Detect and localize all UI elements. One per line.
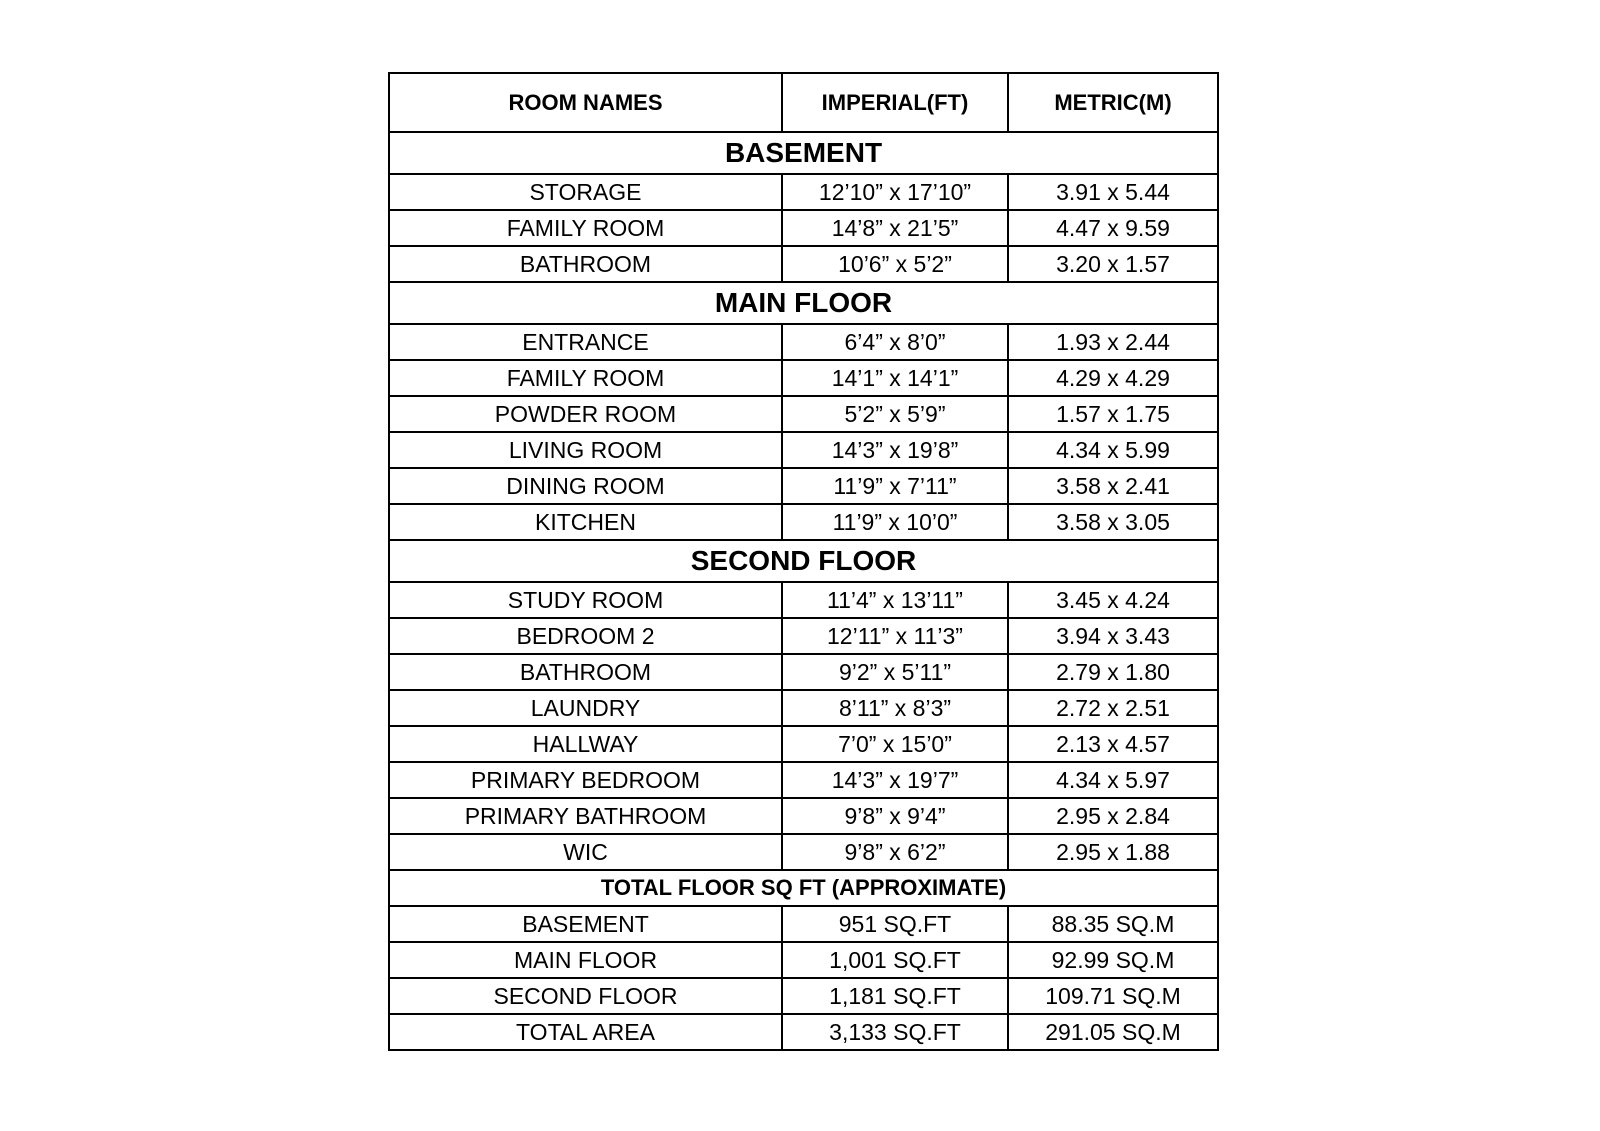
- imperial-value: 9’8” x 9’4”: [782, 798, 1008, 834]
- metric-value: 3.91 x 5.44: [1008, 174, 1218, 210]
- room-name: HALLWAY: [389, 726, 782, 762]
- imperial-value: 7’0” x 15’0”: [782, 726, 1008, 762]
- section-row-main-floor: [389, 282, 1218, 324]
- table-row: [389, 582, 1218, 618]
- room-name: BATHROOM: [389, 654, 782, 690]
- room-name: FAMILY ROOM: [389, 210, 782, 246]
- room-name: WIC: [389, 834, 782, 870]
- metric-value: 4.29 x 4.29: [1008, 360, 1218, 396]
- room-name: BATHROOM: [389, 246, 782, 282]
- room-name: STORAGE: [389, 174, 782, 210]
- table-row: [389, 834, 1218, 870]
- total-row: [389, 906, 1218, 942]
- section-title: MAIN FLOOR: [389, 282, 1218, 324]
- imperial-value: 8’11” x 8’3”: [782, 690, 1008, 726]
- imperial-area: 1,001 SQ.FT: [782, 942, 1008, 978]
- section-row-second-floor: [389, 540, 1218, 582]
- header-metric: METRIC(M): [1008, 73, 1218, 132]
- totals-header-row: [389, 870, 1218, 906]
- metric-value: 4.47 x 9.59: [1008, 210, 1218, 246]
- table-row: [389, 654, 1218, 690]
- metric-value: 3.20 x 1.57: [1008, 246, 1218, 282]
- section-title: BASEMENT: [389, 132, 1218, 174]
- imperial-value: 10’6” x 5’2”: [782, 246, 1008, 282]
- table-row: [389, 762, 1218, 798]
- totals-title: TOTAL FLOOR SQ FT (APPROXIMATE): [389, 870, 1218, 906]
- metric-value: 2.72 x 2.51: [1008, 690, 1218, 726]
- metric-value: 4.34 x 5.99: [1008, 432, 1218, 468]
- imperial-value: 9’8” x 6’2”: [782, 834, 1008, 870]
- room-name: BEDROOM 2: [389, 618, 782, 654]
- metric-value: 1.93 x 2.44: [1008, 324, 1218, 360]
- room-name: POWDER ROOM: [389, 396, 782, 432]
- table-row: [389, 726, 1218, 762]
- metric-value: 2.79 x 1.80: [1008, 654, 1218, 690]
- metric-value: 1.57 x 1.75: [1008, 396, 1218, 432]
- metric-area: 109.71 SQ.M: [1008, 978, 1218, 1014]
- floor-name: TOTAL AREA: [389, 1014, 782, 1050]
- table-row: [389, 432, 1218, 468]
- table-row: [389, 468, 1218, 504]
- section-row-basement: [389, 132, 1218, 174]
- imperial-area: 3,133 SQ.FT: [782, 1014, 1008, 1050]
- room-name: ENTRANCE: [389, 324, 782, 360]
- header-row: [389, 73, 1218, 132]
- floor-name: MAIN FLOOR: [389, 942, 782, 978]
- imperial-value: 14’3” x 19’7”: [782, 762, 1008, 798]
- table-row: [389, 396, 1218, 432]
- imperial-value: 14’8” x 21’5”: [782, 210, 1008, 246]
- table-row: [389, 618, 1218, 654]
- metric-value: 2.95 x 2.84: [1008, 798, 1218, 834]
- imperial-value: 14’1” x 14’1”: [782, 360, 1008, 396]
- imperial-area: 951 SQ.FT: [782, 906, 1008, 942]
- table-row: [389, 324, 1218, 360]
- metric-value: 2.95 x 1.88: [1008, 834, 1218, 870]
- imperial-area: 1,181 SQ.FT: [782, 978, 1008, 1014]
- metric-area: 92.99 SQ.M: [1008, 942, 1218, 978]
- table-row: [389, 690, 1218, 726]
- imperial-value: 11’9” x 7’11”: [782, 468, 1008, 504]
- table-row: [389, 798, 1218, 834]
- header-room-names: ROOM NAMES: [389, 73, 782, 132]
- metric-value: 4.34 x 5.97: [1008, 762, 1218, 798]
- room-name: STUDY ROOM: [389, 582, 782, 618]
- imperial-value: 12’10” x 17’10”: [782, 174, 1008, 210]
- metric-value: 3.58 x 3.05: [1008, 504, 1218, 540]
- imperial-value: 14’3” x 19’8”: [782, 432, 1008, 468]
- metric-value: 2.13 x 4.57: [1008, 726, 1218, 762]
- room-name: KITCHEN: [389, 504, 782, 540]
- floor-name: BASEMENT: [389, 906, 782, 942]
- table-row: [389, 210, 1218, 246]
- imperial-value: 6’4” x 8’0”: [782, 324, 1008, 360]
- metric-value: 3.94 x 3.43: [1008, 618, 1218, 654]
- room-name: DINING ROOM: [389, 468, 782, 504]
- section-title: SECOND FLOOR: [389, 540, 1218, 582]
- room-name: LAUNDRY: [389, 690, 782, 726]
- imperial-value: 11’9” x 10’0”: [782, 504, 1008, 540]
- table-row: [389, 504, 1218, 540]
- room-name: LIVING ROOM: [389, 432, 782, 468]
- table-row: [389, 360, 1218, 396]
- table-row: [389, 174, 1218, 210]
- floor-name: SECOND FLOOR: [389, 978, 782, 1014]
- total-row: [389, 978, 1218, 1014]
- table-row: [389, 246, 1218, 282]
- metric-value: 3.58 x 2.41: [1008, 468, 1218, 504]
- imperial-value: 11’4” x 13’11”: [782, 582, 1008, 618]
- imperial-value: 9’2” x 5’11”: [782, 654, 1008, 690]
- imperial-value: 5’2” x 5’9”: [782, 396, 1008, 432]
- room-dimensions-table: [388, 72, 1219, 1051]
- metric-area: 88.35 SQ.M: [1008, 906, 1218, 942]
- metric-area: 291.05 SQ.M: [1008, 1014, 1218, 1050]
- total-row: [389, 1014, 1218, 1050]
- room-name: PRIMARY BEDROOM: [389, 762, 782, 798]
- header-imperial: IMPERIAL(FT): [782, 73, 1008, 132]
- total-row: [389, 942, 1218, 978]
- room-name: PRIMARY BATHROOM: [389, 798, 782, 834]
- room-name: FAMILY ROOM: [389, 360, 782, 396]
- imperial-value: 12’11” x 11’3”: [782, 618, 1008, 654]
- metric-value: 3.45 x 4.24: [1008, 582, 1218, 618]
